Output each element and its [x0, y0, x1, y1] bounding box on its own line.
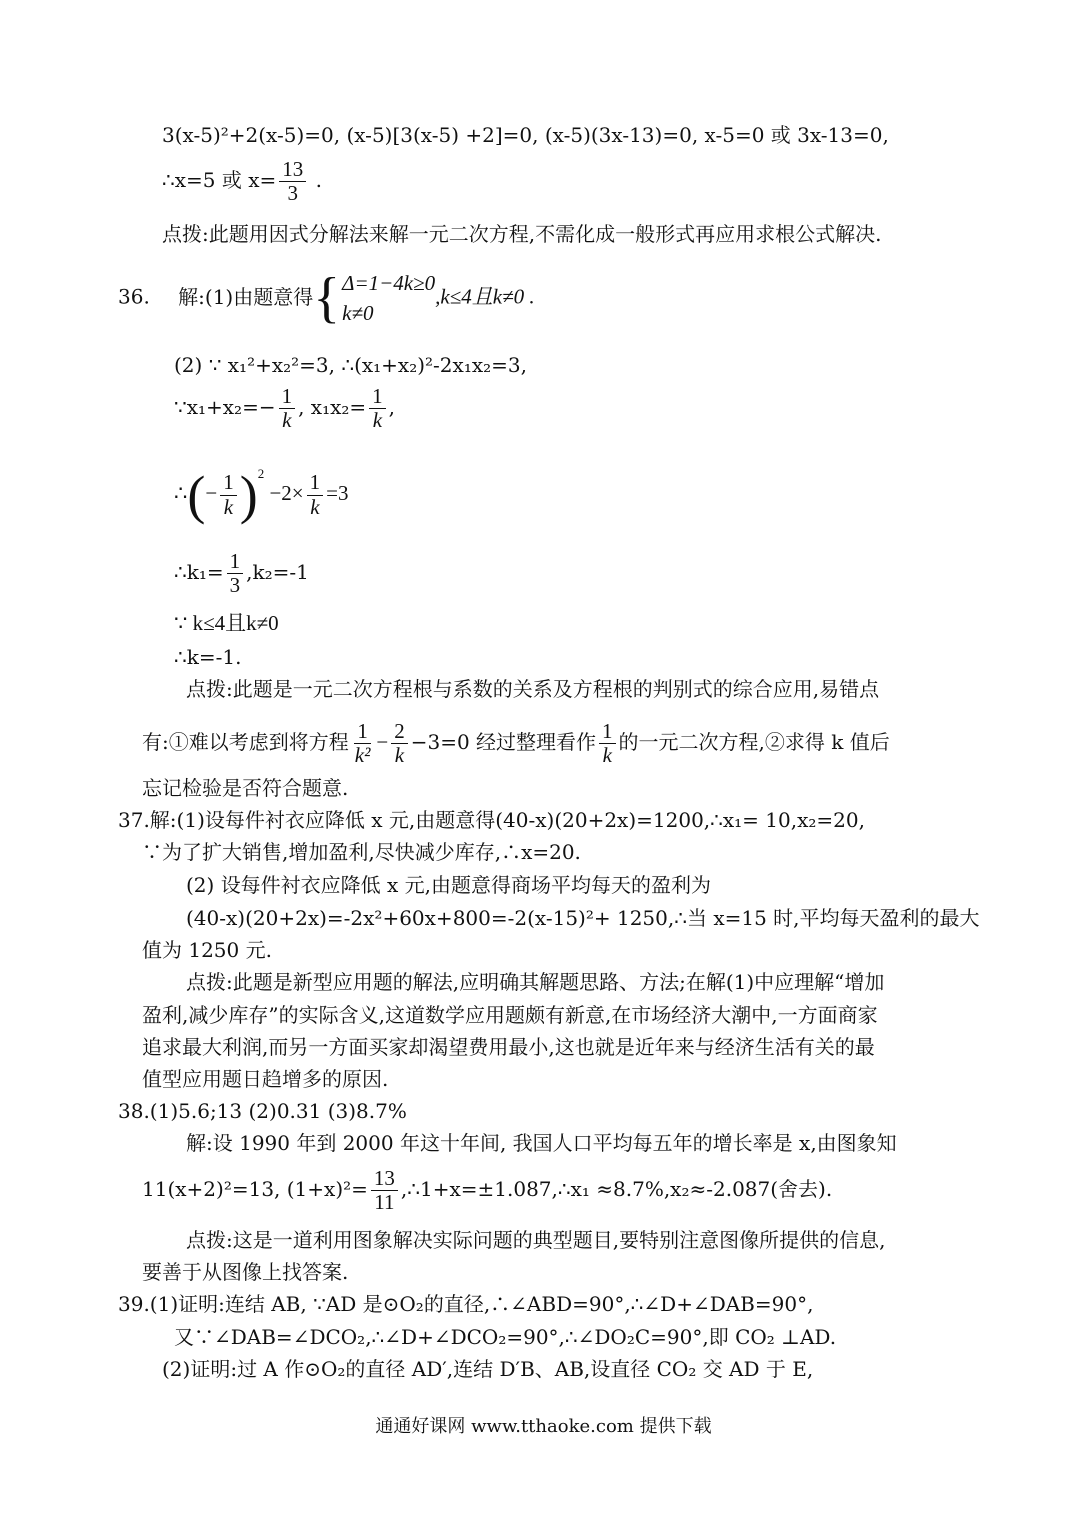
- line-solution-step: 3(x-5)²+2(x-5)=0, (x-5)[3(x-5) +2]=0, (x-5)(3x-13)=0, x-5=0 或 3x-13=0,: [162, 123, 889, 147]
- question-38-answers: 38.(1)5.6;13 (2)0.31 (3)8.7%: [118, 1099, 407, 1123]
- numerator: 13: [371, 1167, 398, 1191]
- exponent: 2: [257, 465, 265, 481]
- fraction: [391, 720, 408, 767]
- question-36-vieta: ∵x₁+x₂=− $\frac{1}{k}$ , x₁x₂= $\frac{1}{k}$ ,: [174, 384, 396, 433]
- question-38-hint: 点拨:这是一道利用图象解决实际问题的典型题目,要特别注意图像所提供的信息,: [186, 1228, 886, 1252]
- question-36-hint: 点拨:此题是一元二次方程根与系数的关系及方程根的判别式的综合应用,易错点: [186, 677, 880, 701]
- question-37-line2: ∵为了扩大销售,增加盈利,尽快减少库存,∴x=20.: [142, 840, 581, 864]
- question-37-part1: 37.解:(1)设每件衬衣应降低 x 元,由题意得(40-x)(20+2x)=1200,∴x₁= 10,x₂=20,: [118, 808, 865, 832]
- text: 的一元二次方程,②求得 k 值后: [618, 730, 890, 755]
- numerator: 13: [279, 158, 306, 182]
- numerator: 1: [279, 385, 296, 409]
- question-36-equation: [174, 465, 349, 525]
- denominator: k: [282, 408, 292, 433]
- text: ∴k₁=: [174, 560, 224, 585]
- system-row: k≠0: [342, 301, 374, 325]
- fraction: [279, 385, 296, 432]
- fraction: [599, 720, 616, 767]
- question-36-answer: ∴k=-1.: [174, 645, 242, 669]
- question-36-part2: (2) ∵ x₁²+x₂²=3, ∴(x₁+x₂)²-2x₁x₂=3,: [174, 353, 527, 377]
- denominator: k: [223, 494, 234, 519]
- question-38-equation: [142, 1167, 832, 1214]
- brace-icon: {: [313, 267, 341, 329]
- fraction: [227, 550, 244, 597]
- text: ∵x₁+x₂=−: [174, 395, 276, 420]
- question-36-part1: [118, 268, 535, 328]
- question-36-hint-cont: 有:①难以考虑到将方程 $\frac{1}{\text{k²}}$ − $\frac{2}{k}$ −3=0 经过整理看作 $\frac{1}{k}$ 的一元二次方程,②求得 k 值后: [142, 719, 890, 768]
- question-37-line4: (40-x)(20+2x)=-2x²+60x+800=-2(x-15)²+ 1250,∴当 x=15 时,平均每天盈利的最大: [186, 906, 980, 930]
- text: 有:①难以考虑到将方程: [142, 730, 349, 755]
- question-37-hint-2: 盈利,减少库存”的实际含义,这道数学应用题颇有新意,在市场经济大潮中,一方面商家: [142, 1003, 878, 1027]
- numerator: 1: [307, 471, 324, 495]
- denominator: k: [310, 494, 320, 519]
- fraction: [279, 158, 306, 205]
- text: −3=0 经过整理看作: [410, 730, 597, 755]
- denominator: 3: [229, 573, 241, 598]
- fraction: [369, 385, 386, 432]
- text: =3: [326, 480, 349, 505]
- numerator: 1: [227, 550, 244, 574]
- question-39-part2: (2)证明:过 A 作⊙O₂的直径 AD′,连结 D′B、AB,设直径 CO₂ 交 AD 于 E,: [162, 1357, 814, 1381]
- fraction: [352, 720, 374, 767]
- text: ,k≤4且k≠0 .: [435, 284, 535, 309]
- numerator: 2: [391, 720, 408, 744]
- line-solution-result: [162, 158, 322, 205]
- page-footer: 通通好课网 www.tthaoke.com 提供下载: [375, 1416, 712, 1437]
- text: .: [309, 168, 322, 193]
- numerator: 1: [369, 385, 386, 409]
- text: 11(x+2)²=13, (1+x)²=: [142, 1177, 368, 1202]
- text: ,k₂=-1: [246, 560, 309, 585]
- system-row: Δ=1−4k≥0: [342, 271, 436, 295]
- denominator: k²: [354, 743, 371, 768]
- question-37-hint: 点拨:此题是新型应用题的解法,应明确其解题思路、方法;在解(1)中应理解“增加: [186, 970, 885, 994]
- denominator: 3: [287, 181, 298, 206]
- question-36-roots: [174, 550, 309, 597]
- text: 解:(1)由题意得: [178, 284, 314, 309]
- question-39-line2: 又∵∠DAB=∠DCO₂,∴∠D+∠DCO₂=90°,∴∠DO₂C=90°,即 CO₂ ⊥AD.: [174, 1325, 837, 1349]
- text: −: [205, 480, 218, 505]
- question-39-part1: 39.(1)证明:连结 AB, ∵AD 是⊙O₂的直径,∴∠ABD=90°,∴∠D+∠DAB=90°,: [118, 1292, 814, 1316]
- denominator: k: [602, 743, 612, 768]
- text: ∴x=5 或 x=: [162, 168, 277, 193]
- numerator: 1: [354, 720, 371, 744]
- text: ∴: [174, 480, 188, 505]
- fraction: [220, 471, 237, 518]
- numerator: 1: [220, 471, 237, 495]
- question-38-solution: 解:设 1990 年到 2000 年这十年间, 我国人口平均每五年的增长率是 x,由图象知: [186, 1131, 897, 1155]
- line-hint: 点拨:此题用因式分解法来解一元二次方程,不需化成一般形式再应用求根公式解决.: [162, 222, 882, 246]
- text: ,∴1+x=±1.087,∴x₁ ≈8.7%,x₂≈-2.087(舍去).: [400, 1177, 833, 1202]
- denominator: k: [394, 743, 405, 768]
- fraction: [307, 471, 324, 518]
- question-36-condition: ∵ k≤4且k≠0: [174, 611, 279, 635]
- question-37-hint-3: 追求最大利润,而另一方面买家却渴望费用最小,这也就是近年来与经济生活有关的最: [142, 1035, 875, 1059]
- numerator: 1: [599, 720, 616, 744]
- question-number: 36.: [118, 284, 150, 309]
- text: −2×: [269, 480, 304, 505]
- question-38-hint-2: 要善于从图像上找答案.: [142, 1260, 349, 1284]
- denominator: 11: [374, 1190, 395, 1215]
- question-37-line5: 值为 1250 元.: [142, 938, 272, 962]
- question-37-hint-4: 值型应用题日趋增多的原因.: [142, 1067, 389, 1091]
- denominator: k: [372, 408, 383, 433]
- fraction: [371, 1167, 398, 1214]
- equation-system: [313, 268, 435, 328]
- right-paren: ): [239, 465, 258, 525]
- question-36-hint-end: 忘记检验是否符合题意.: [142, 776, 349, 800]
- question-37-part2: (2) 设每件衬衣应降低 x 元,由题意得商场平均每天的盈利为: [186, 873, 712, 897]
- left-paren: (: [187, 465, 206, 525]
- text: , x₁x₂=: [298, 395, 367, 420]
